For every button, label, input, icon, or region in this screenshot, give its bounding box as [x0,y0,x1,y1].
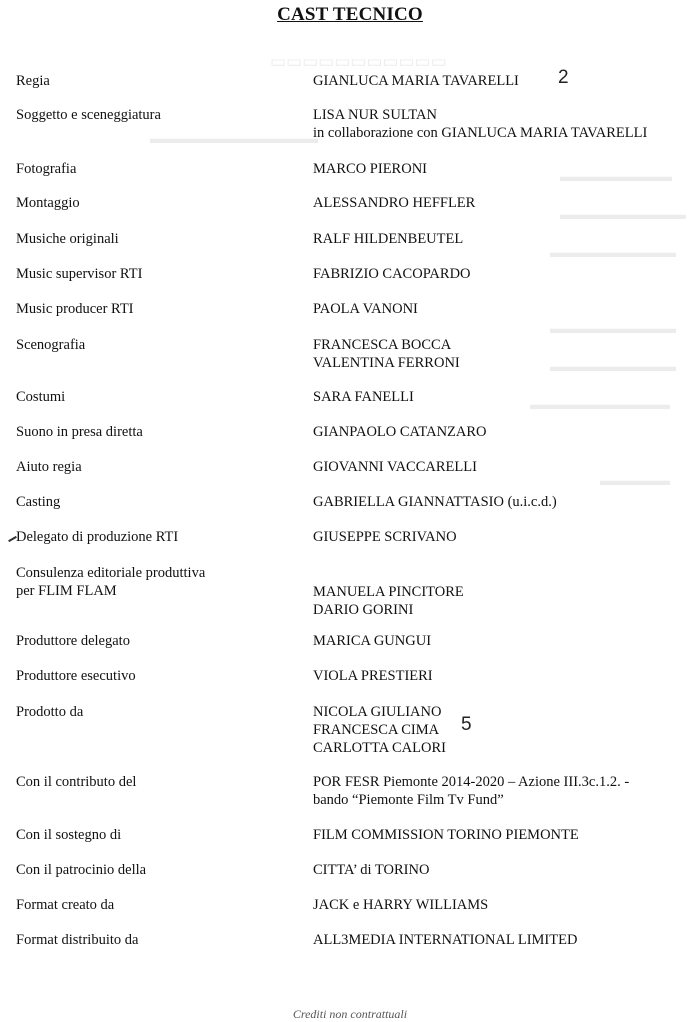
credit-name: RALF HILDENBEUTEL [313,231,464,247]
credit-names [313,896,488,914]
credit-role-label: Prodotto da [16,704,84,720]
credit-name: PAOLA VANONI [313,301,418,317]
credit-name: NICOLA GIULIANO [313,704,442,720]
bleed-through-background: ▭▭▭▭▭▭▭▭▭▭▭ ▬▬▬▬▬▬▬▬▬▬▬▬ ▬▬▬▬▬▬▬▬ ▬▬▬▬▬▬▬▬▬ ▬▬▬▬▬▬▬▬▬ ▬▬▬▬▬▬▬▬▬ ▬▬▬▬▬▬▬▬▬ ▬▬▬▬▬▬▬▬▬▬ ▬▬▬▬▬ [150,52,686,489]
credit-role [16,773,136,791]
credit-role [16,423,143,441]
credit-role [16,300,134,318]
credit-role-label: Consulenza editoriale produttiva [16,565,206,581]
credit-names [313,458,477,476]
credit-role [16,528,178,546]
credit-name: CITTA’ di TORINO [313,862,430,878]
credit-role [16,667,136,685]
credit-name: DARIO GORINI [313,602,414,618]
credit-names [313,388,414,406]
credit-role [16,160,76,178]
credit-name: MARICA GUNGUI [313,633,432,649]
credit-role [16,458,82,476]
credit-name: GIOVANNI VACCARELLI [313,459,477,475]
handwritten-annotation: 5 [461,714,472,735]
credit-name: VIOLA PRESTIERI [313,668,433,684]
credit-names [313,72,519,90]
credit-names [313,106,647,142]
credit-name: VALENTINA FERRONI [313,355,460,371]
credit-role [16,388,65,406]
credit-name: GIANPAOLO CATANZARO [313,424,487,440]
credit-role-label: Con il patrocinio della [16,862,147,878]
credit-role-label: Con il sostegno di [16,827,122,843]
credit-names [313,160,427,178]
credit-role-label: Con il contributo del [16,774,137,790]
credit-names [313,423,487,441]
credit-names [313,265,471,283]
credit-names [313,336,460,372]
credit-role [16,896,114,914]
credit-names [313,826,579,844]
credit-role-label: Montaggio [16,195,80,211]
credit-names [313,583,464,619]
credit-role [16,336,85,354]
credit-name: CARLOTTA CALORI [313,740,446,756]
credit-role-label: Produttore delegato [16,633,130,649]
credit-role [16,861,146,879]
credit-name: FRANCESCA BOCCA [313,337,452,353]
credit-role [16,72,50,90]
credit-name: bando “Piemonte Film Tv Fund” [313,792,504,808]
credit-names [313,667,433,685]
credit-role [16,106,161,124]
credit-role-label: Music supervisor RTI [16,266,143,282]
credit-role-label: Soggetto e sceneggiatura [16,107,161,123]
credit-name: JACK e HARRY WILLIAMS [313,897,489,913]
credit-name: in collaborazione con GIANLUCA MARIA TAVARELLI [313,125,648,141]
handwritten-annotation: 2 [558,67,569,88]
credit-name: MARCO PIERONI [313,161,427,177]
credit-name: GABRIELLA GIANNATTASIO (u.i.c.d.) [313,494,557,510]
credit-name: GIUSEPPE SCRIVANO [313,529,457,545]
credit-role [16,194,80,212]
credit-names [313,230,463,248]
credit-names [313,528,457,546]
credit-name: FABRIZIO CACOPARDO [313,266,471,282]
credit-name: SARA FANELLI [313,389,414,405]
credit-role [16,493,60,511]
credit-names [313,300,418,318]
credit-role [16,265,142,283]
credit-name: ALL3MEDIA INTERNATIONAL LIMITED [313,932,578,948]
credit-names [313,861,429,879]
credit-role-label: per FLIM FLAM [16,583,117,599]
credit-role-label: Delegato di produzione RTI [16,529,179,545]
credit-role [16,632,130,650]
credit-role-label: Produttore esecutivo [16,668,136,684]
credit-role-label: Fotografia [16,161,77,177]
credit-name: FRANCESCA CIMA [313,722,440,738]
credit-names [313,194,475,212]
credit-role [16,931,138,949]
credit-name: FILM COMMISSION TORINO PIEMONTE [313,827,579,843]
credit-role-label: Scenografia [16,337,86,353]
credit-names [313,632,431,650]
credit-role-label: Aiuto regia [16,459,82,475]
credit-names [313,493,557,511]
credit-role-label: Costumi [16,389,66,405]
page-title: CAST TECNICO [277,4,423,25]
credit-name: LISA NUR SULTAN [313,107,437,123]
credit-name: POR FESR Piemonte 2014-2020 – Azione III.3c.1.2. - [313,774,630,790]
credit-role-label: Format distribuito da [16,932,139,948]
credit-role-label: Music producer RTI [16,301,134,317]
credit-role-label: Musiche originali [16,231,119,247]
credit-names [313,773,629,809]
credit-role [16,564,205,600]
credit-names [313,931,577,949]
credit-role [16,230,119,248]
credit-role [16,703,83,721]
credit-name: ALESSANDRO HEFFLER [313,195,476,211]
credit-role-label: Format creato da [16,897,115,913]
credit-role [16,826,121,844]
credit-name: GIANLUCA MARIA TAVARELLI [313,73,519,89]
footer-note: Crediti non contrattuali [292,1007,408,1021]
credit-role-label: Suono in presa diretta [16,424,143,440]
credit-names [313,703,446,757]
credit-name: MANUELA PINCITORE [313,584,464,600]
credit-role-label: Regia [16,73,50,89]
credit-role-label: Casting [16,494,61,510]
